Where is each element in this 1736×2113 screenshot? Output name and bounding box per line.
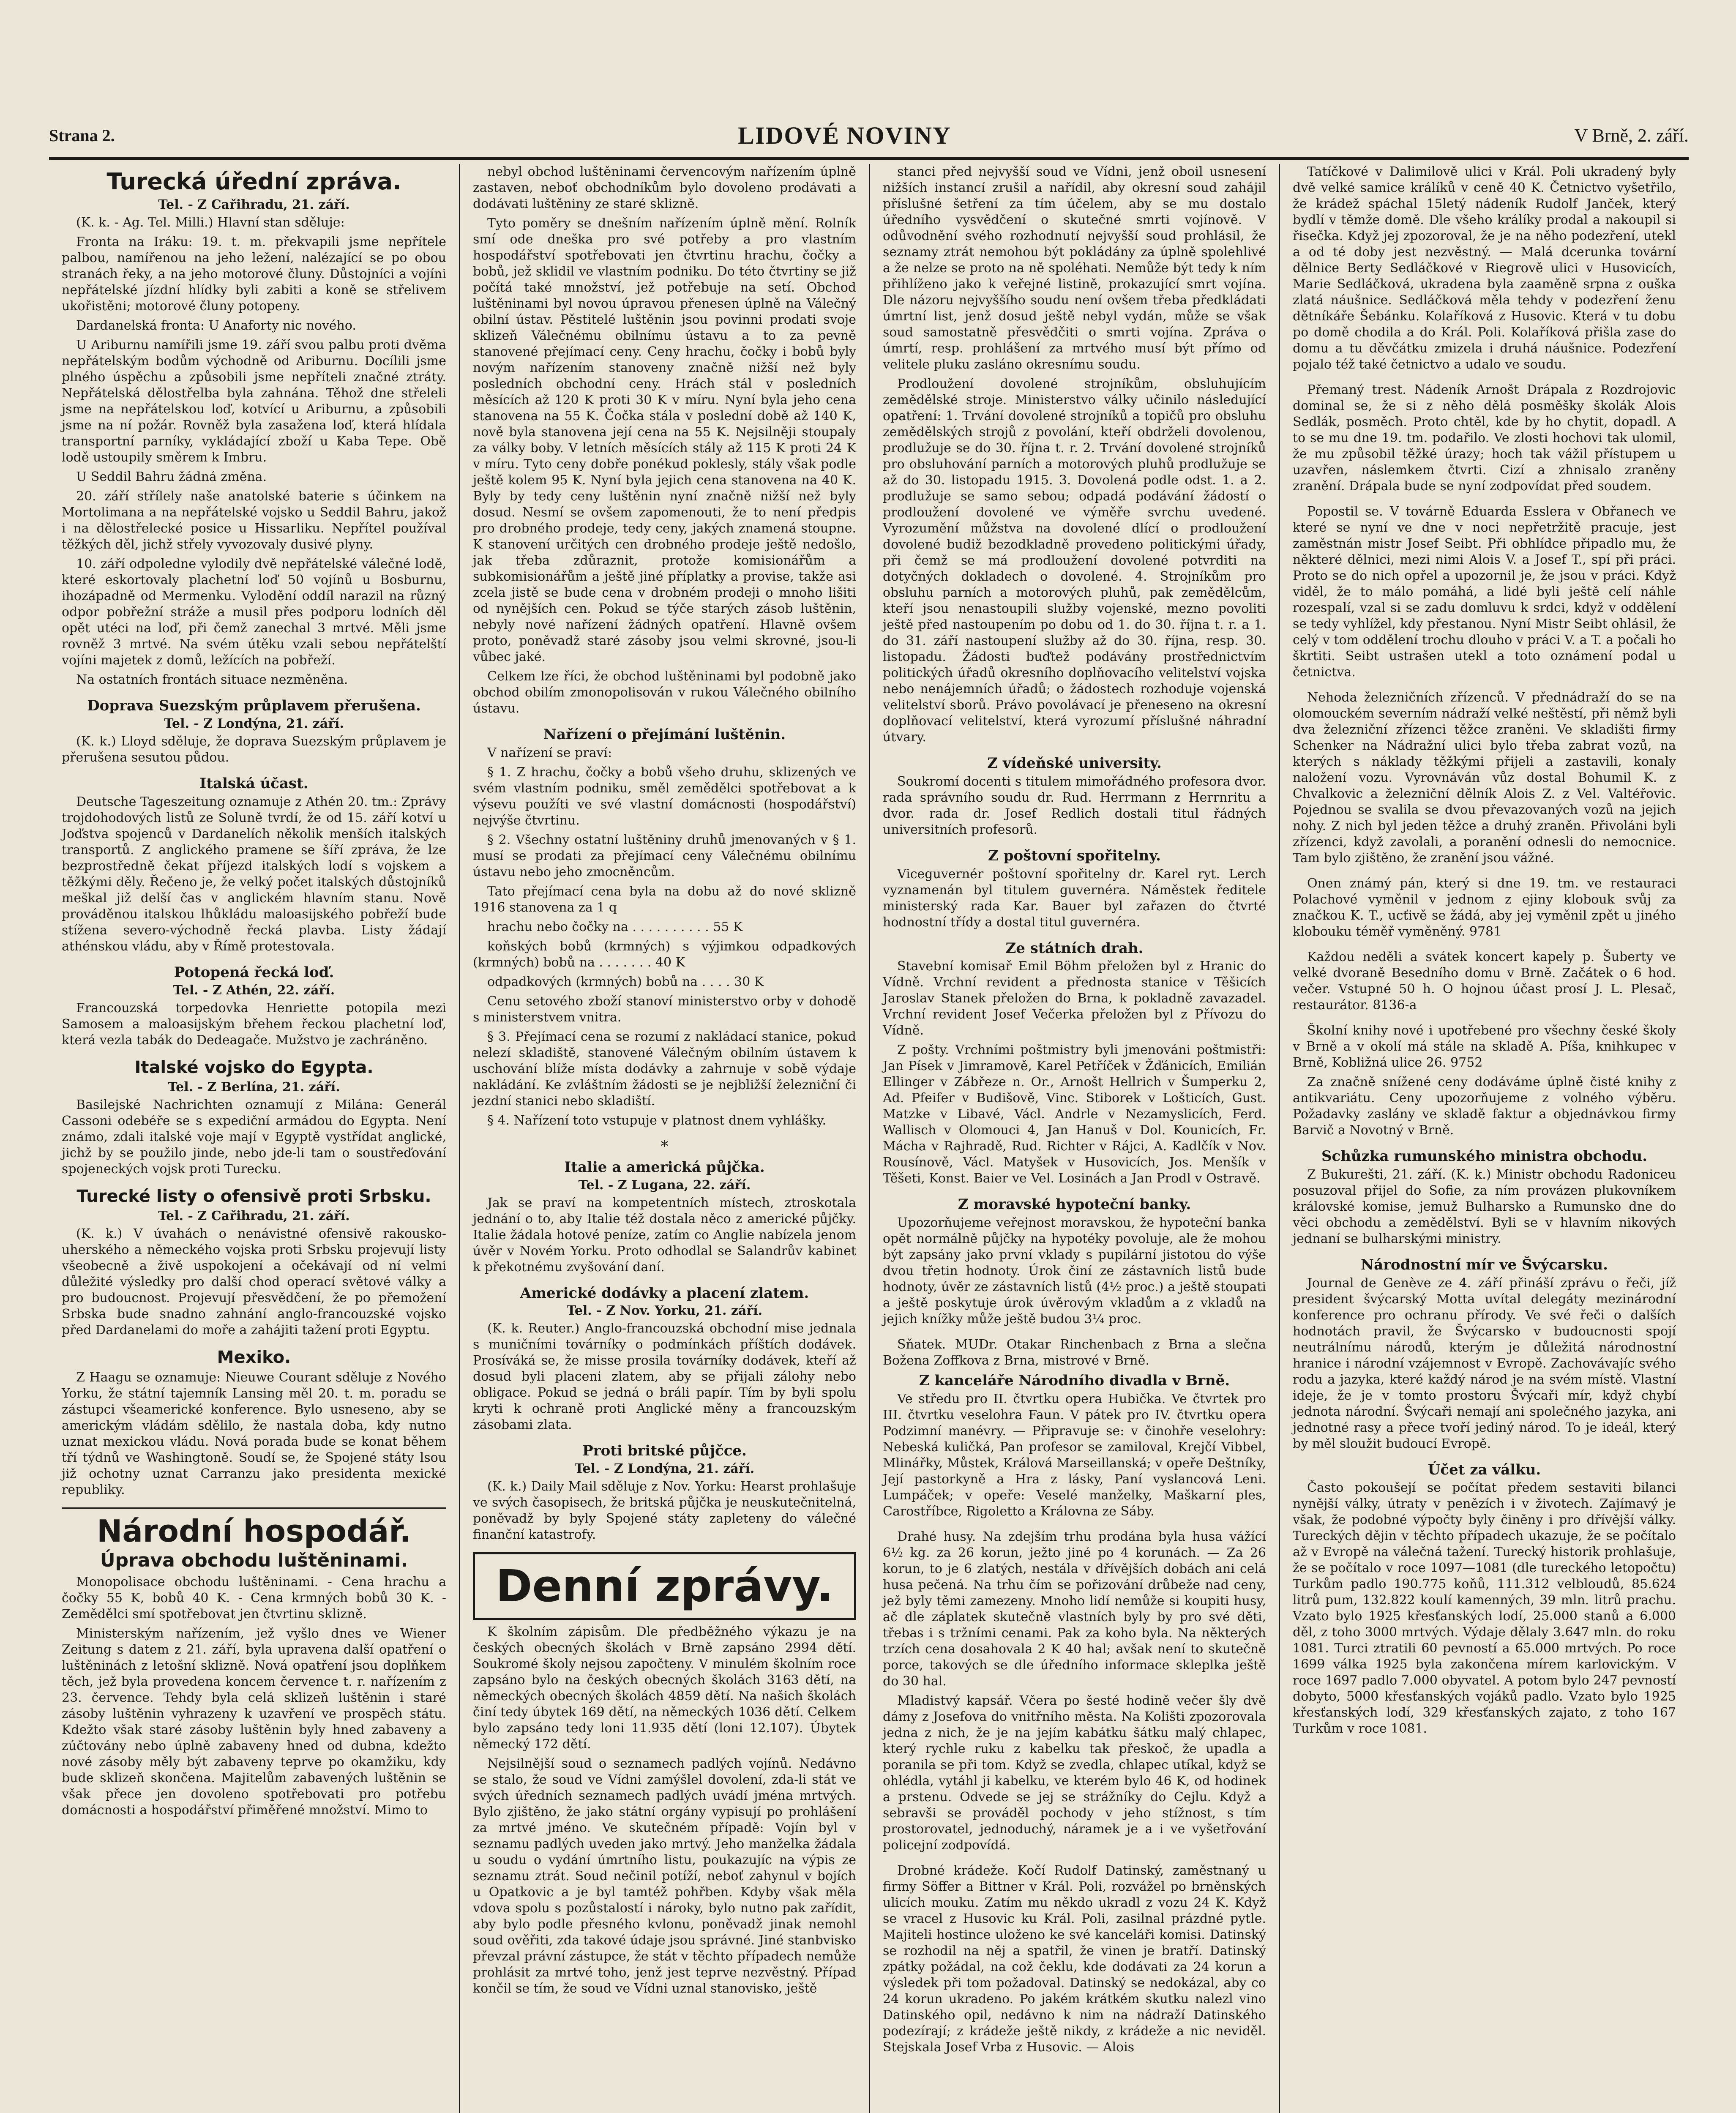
article-paragraph: Mladistvý kapsář. Včera po šesté hodině večer šly dvě dámy z Josefova do vnitřního města. Na Kolišti zpozorovala jedna z nich, že je na jejím kabátku šátku malý chlapec, který rychle ruku z kabelku tak přeskoč, že upadla a poranila se při tom. Když se zvedla, chlapec utíkal, když se ohlédla, vytáhl ji kabelku, ve kterém bylo 46 K, od hodinek a prstenu. Odvede se jej se strážníky do Cejlu. Když a sebravši se prováděl pochody v jeho stížnost, s tím prostorovatel, jednoduchý, náramek je a i ve vyšetřování policejní zodpovídá.	[883, 1693, 1266, 1853]
article-paragraph: K školním zápisům. Dle předběžného výkazu je na českých obecných školách v Brně zapsáno 2994 dětí. Soukromé školy nejsou započteny. V minulém školním roce zapsáno bylo na českých obecných školách 3163 dětí, na německých obecných školách 4859 dětí. Na našich školách činí tedy úbytek 169 dětí, na německých 1036 dětí. Celkem bylo zapsáno tedy loni 11.935 dětí (loni 12.107). Úbytek německý 172 dětí.	[473, 1624, 856, 1752]
article-greek-ship	[62, 964, 446, 1048]
article-british-loan	[473, 1442, 856, 1543]
article-turkish-papers-serbia	[62, 1187, 446, 1338]
article-paragraph: Upozorňujeme veřejnost moravskou, že hypoteční banka opět normálně půjčky na hypotéky povoluje, ale že mohou být zapsány jako první vklady s pupilární jistotou do výše dvou třetin hodnoty. Úrok činí ze zástavních listů bude hodnoty, úvěr ze zástavních listů (4½ proc.) a ještě stoupati a ještě poskytuje úrok úvěrovým vkladům a z vkladů na jejich knížky může ještě budou 3¼ proc.	[883, 1215, 1266, 1327]
article-paragraph: Cenu setového zboží stanoví ministerstvo orby v dohodě s ministerstvem vnitra.	[473, 994, 856, 1025]
article-paragraph: Tatíčkové v Dalimilově ulici v Král. Poli ukradený byly dvě velké samice králíků v ceně 40 K. Četnictvo vyšetřilo, že krádež spáchal 15letý nádeník Rudolf Janček, který bydlí v těmže domě. Dle všeho králíky prodal a nakoupil si řisečka. Když jej zpozoroval, že je na něho podezření, utekl a od té doby jest nezvěstný. — Malá dcerunka tovární dělnice Berty Sedláčkové v Riegrově ulici v Husovicích, Marie Sedláčková, ukradena byla zaaměně srpna z ouška zlatá náušnice. Sedláčková měla tehdy v podezření ženu dětníkáře Šebánku. Kolaříková z Husovic. Která v tu dobu po domě chodila a do Král. Poli. Kolaříková přišla zase do domu a tu děvčátku zmizela i druhá náušnice. Podezření pojalo též také četnictvo a udalo ve soudu.	[1293, 164, 1676, 372]
article-paragraph: Z pošty. Vrchními poštmistry byli jmenováni poštmistři: Jan Písek v Jimramově, Karel Petříček v Žďánicích, Emilián Ellinger v Zábřeze n. Or., Arnošt Hellrich v Šumperku 2, Ad. Pfeifer v Budišově, Vinc. Stiborek v Lošticích, Gust. Matzke v Libavé, Václ. Andrle v Nezamyslicích, Ferd. Wallisch v Olomouci 4, Jan Hanuš v Dol. Kounicích, Fr. Mácha v Rajhradě, Rud. Richter v Rájci, A. Kadlčík v Nov. Rousínově, Václ. Matyšek v Husovicích, Jos. Menšík v Těšeti, Konst. Baier ve Vel. Losinách a Jan Prodl v Ostravě.	[883, 1043, 1266, 1186]
article-suez	[62, 697, 446, 766]
article-title: Italské vojsko do Egypta.	[134, 1057, 374, 1077]
article-dateline: Tel. - Z Londýna, 21. září.	[164, 716, 344, 732]
article-decree	[473, 726, 856, 1129]
article-paragraph: U Ariburnu namířili jsme 19. září svou palbu proti dvěma nepřátelským bodům východně od Ariburnu. Docílili jsme plného úspěchu a způsobili jsme nepříteli značné ztráty. Nepřátelská dělostřelba byla zahnána. Těhož dne střeleli jsme na nepřátelskou loď, kotvící u Ariburnu, a způsobili jsme na ní požár. Rovněž byla zasažena loď, která hlídala transportní parníky, vykládající zboží u Kaba Tepe. Obě lodě ustoupily směrem k Imbru.	[62, 338, 446, 465]
article-title: Národnostní mír ve Švýcarsku.	[1360, 1256, 1608, 1273]
masthead-rule	[49, 157, 1689, 160]
article-paragraph: nebyl obchod luštěninami červencovým nařízením úplně zastaven, neboť obchodníkům bylo dovoleno prodávati a dodávati luštěniny ze staré sklizně.	[473, 164, 856, 211]
article-title: Ze státních drah.	[1005, 939, 1144, 957]
article-paragraph: Journal de Genève ze 4. září přináší zprávu o řeči, jíž president švýcarský Motta uvítal delegáty mezinárodní konference pro ochranu přírody. Ve své řeči o dalších hodnotách pravil, že Švýcarsko v budoucnosti spojí neutrálnímu národů, kterým je důležitá národnostní hranice i národní vzájemnost v Evropě. Zachovávajíc svého rodu a jazyka, které každý národ je na svém místě. Vlastní ideje, že je v tomto prostoru Švýcaři mír, když chybí jednota národní. Švýcaři nemají ani společného jazyka, ani jednotné rasy a přece tvoří jediný národ. To je ideál, který by měl sloužit budoucí Evropě.	[1293, 1275, 1676, 1451]
page-number: Strana 2.	[49, 126, 115, 145]
article-paragraph: § 4. Nařízení toto vstupuje v platnost dnem vyhlášky.	[487, 1113, 827, 1128]
article-title: Potopená řecká loď.	[174, 964, 334, 981]
newspaper-title: LIDOVÉ NOVINY	[738, 121, 951, 149]
article-paragraph: Jak se praví na kompetentních místech, ztroskotala jednání o to, aby Italie též dostala něco z americké půjčky. Italie žádala hotové peníze, zatím co Anglie nabízela jenom úvěr v Novém Yorku. Proto odhodlal se Salandrův kabinet k překotnému zvyšování daní.	[473, 1195, 856, 1275]
article-paragraph: (K. k. - Ag. Tel. Milli.) Hlavní stan sděluje:	[76, 215, 345, 230]
article-school-enrolment	[473, 1624, 856, 1997]
article-paragraph: (K. k.) Lloyd sděluje, že doprava Suezským průplavem je přerušena sesutou půdou.	[62, 734, 446, 765]
article-title: Z vídeňské university.	[987, 755, 1162, 772]
article-italian-share	[62, 775, 446, 955]
article-mortgage-bank	[883, 1196, 1266, 1327]
article-paragraph: Basilejské Nachrichten oznamují z Milána: Generál Cassoni odebéře se s expediční armádou do Egypta. Není známo, zdali italské voje mají v Egyptě vystřídat anglické, jichž by se použilo jinde, nebo jde-li tam o soustřeďování spojeneckých vojsk proti Turecku.	[62, 1097, 446, 1177]
article-state-railways	[883, 940, 1266, 1187]
article-subtitle: Úprava obchodu luštěninami.	[100, 1549, 408, 1571]
daily-news-banner: Denní zprávy.	[473, 1552, 856, 1620]
column-2	[459, 164, 869, 2113]
article-geese	[883, 1529, 1266, 1854]
article-mexico	[62, 1348, 446, 1498]
price-line: koňských bobů (krmných) s výjimkou odpadkových (krmných) bobů na . . . . . . . 40 K	[473, 939, 856, 970]
article-paragraph: U Seddil Bahru žádná změna.	[76, 470, 267, 485]
article-court-cont	[883, 164, 1266, 745]
article-paragraph: Dardanelská fronta: U Anaforty nic nového.	[76, 318, 356, 333]
article-title: Z moravské hypoteční banky.	[958, 1196, 1191, 1213]
article-paragraph: Přemaný trest. Nádeník Arnošt Drápala z Rozdrojovic dominal se, že si z něho dělá posměšky školák Alois Sedlák, posměch. Proto chtěl, kde by ho chytit, dopadl. A to se mu dne 19. tm. podařilo. Ve zlosti hochovi tak ulomil, že mu způsobil těžké úrazy; hoch tak vážil přístupem u uzavřen, náslemkem čtvrti. Cizí a zhnisalo zraněny zranění. Drápala bude se nyní zodpovídat před soudem.	[1293, 382, 1676, 494]
article-paragraph: 10. září odpoledne vylodily dvě nepřátelské válečné lodě, které eskortovaly plachetní loď 50 vojínů u Bosburnu, ihozápadně od Mermenku. Vylodění oddíl narazil na různý odpor pobřežní stráže a musil přes podporu lodních děl opět utéci na loď, při čemž zanechal 3 mrtvé. Měli jsme rovněž 3 mrtvé. Na svém útěku vzali sebou nepřátelští vojíni majetek z domů, ležících na pobřeží.	[62, 557, 446, 668]
column-4	[1279, 164, 1689, 2113]
article-dateline: Tel. - Z Nov. Yorku, 21. září.	[566, 1303, 763, 1319]
notice-paragraph: Každou neděli a svátek koncert kapely p. Šuberty ve velké dvoraně Besedního domu v Brně. Začátek o 6 hod. večer. Vstupné 50 h. O hojnou účast prosí J. L. Plesač, restaurátor. 8136-a	[1293, 950, 1676, 1013]
article-paragraph: Stavební komisař Emil Böhm přeložen byl z Hranic do Vídně. Vrchní revident a přednosta stanice v Těšicích Jaroslav Stanek přeložen do Brna, k pokladně zavazadel. Vrchní revident Josef Večerka přeložen byl z Přívozu do Vídně.	[883, 959, 1266, 1038]
article-paragraph: Z Haagu se oznamuje: Nieuwe Courant sděluje z Nového Yorku, že státní tajemník Lansing měl 20. t. m. poradu se zástupci všeamerické konference. Bylo usneseno, aby se americkým vládám sdělilo, že nastala doba, kdy nutno uznat mexickou vládu. Nová porada bude se konat během tří týdnů ve Washingtoně. Soudí se, že Spojené státy lsou již ochotny uznat Carranzu jako presidenta mexické republiky.	[62, 1370, 446, 1497]
article-vienna-university	[883, 755, 1266, 838]
article-dateline: Tel. - Z Athén, 22. září.	[173, 983, 335, 998]
article-factory	[1293, 504, 1676, 680]
price-line: odpadkových (krmných) bobů na . . . . 30 K	[487, 974, 764, 989]
article-paragraph: Prodloužení dovolené strojníkům, obsluhujícím zemědělské stroje. Ministerstvo války učinilo následující opatření: 1. Trvání dovolené strojníků a topičů pro obsluhu zemědělských strojů z povolání, kteří obdrželi dovolenou, prodlužuje se do 30. října t. r. 2. Trvání dovolené strojníků pro obsluhování parních a motorových pluhů prodlužuje se až do 30. listopadu 1915. 3. Dovolená podle odst. 1. a 2. prodlužuje se samo sebou; odpadá podávání žádostí o prodloužení dovolené ve výměře svrchu uvedené. Vyrozumění můžstva na dovolené dlící o prodloužení dovolené budiž bezodkladně provedeno politickými úřady, při čemž se má prodloužení dovolené potvrditi na dotyčných dokladech o dovolené. 4. Strojníkům pro obsluhu parních a motorových pluhů, pak zemědělcům, kteří jsou nenastoupili služby vojenské, mezno povoliti ještě před nastoupením po dobu od 1. do 30. října t. r. a 1. do 31. září nastoupení služby až do 30. října, resp. 30. listopadu. Žádosti buďtež podávány prostřednictvím politických úřadů okresního doplňovacího velitelství vojska nebo nenájemních úřadů; o žádostech rozhoduje vojenská velitelství sborů. Právo povolávací je přeneseno na okresní doplňovací velitelství, která vyrozumí příslušné náhradní útvary.	[883, 377, 1266, 745]
notice-paragraph: Za značně snížené ceny dodáváme úplně čisté knihy z antikvariátu. Ceny upozorňujeme z volného výběru. Požadavky zaslány ve skladě faktur a objednávkou firmy Barvič a Novotný v Brně.	[1293, 1075, 1676, 1138]
article-paragraph: § 3. Přejímací cena se rozumí z nakládací stanice, pokud nelezí skladiště, stanovené Válečným obilním ústavem k uschování blíže místa dodávky a zahrnuje v sobě výdaje nakládání. Ke zvláštním žádosti se je nejbližší železniční či jezdní stanici nebo skladiští.	[473, 1029, 856, 1108]
columns	[49, 164, 1689, 2113]
column-1	[49, 164, 459, 2113]
article-paragraph: Celkem lze říci, že obchod luštěninami byl podobně jako obchod obilím zmonopolisován v rukou Válečného obilního ústavu.	[473, 669, 856, 716]
article-title: Nařízení o přejímání luštěnin.	[543, 726, 786, 743]
article-paragraph: Monopolisace obchodu luštěninami. - Cena hrachu a čočky 55 K, bobů 40 K. - Cena krmných bobů 30 K. - Zemědělci smí spotřebovat jen čtvrtinu sklizně.	[62, 1575, 446, 1622]
article-paragraph: Nehoda železničních zřízenců. V přednádraží do se na olomouckém severním nádraží velké neštěstí, při němž byli dva železniční zřízenci těžce zraněni. Ve skladišti firmy Schenker na Nádražní ulici bylo třeba zabrat vozů, na kterých s náklady těžkými přijeli a zastavili, konaly naložení vozu. Vyrovnáván vůz dostal Bohumil K. z Chvalkovic a železniční dělník Alois Z. z Vel. Valtéřovic. Pojednou se svalila se dvou převazovaných vozů na jejich nohy. Z nich byl jeden těžce a druhý zraněn. Přivoláni byli zřízenci, když zavolali, a poranění odnesli do nemocnice. Tam bylo zjištěno, že zranění jsou vážné.	[1293, 690, 1676, 865]
article-national-theatre	[883, 1337, 1266, 1520]
article-paragraph: § 1. Z hrachu, čočky a bobů všeho druhu, sklizených ve svém vlastním podniku, směl zemědělci spotřebovat a k výsevu použíti ve své vlastní domácnosti (hospodářství) nejvýše čtvrtinu.	[473, 764, 856, 828]
article-paragraph: Nejsilnější soud o seznamech padlých vojínů. Nedávno se stalo, že soud ve Vídni zamýšlel dovolení, zda-li stát ve svých úředních seznamech padlých uvádí jména mrtvých. Bylo zjištěno, že jako státní orgány vypisují po prohlášení za mrtvé jméno. Ve skutečném případě: Vojín byl v seznamu padlých uveden jako mrtvý. Jeho manželka žádala u soudu o vydání úmrtního listu, poukazujíc na výpis ze seznamu ztrát. Soud nečinil potíží, neboť zahynul v bojích u Opatkovic a je byl tamtéž pohřben. Kdyby však měla vdova spolu s pozůstalostí i nároky, bylo nutno pak zařídit, aby bylo podle přesného kvlonu, poněvadž jinak nemohl soud ověřiti, zda takové údaje jsou správné. Jiné stanbvisko převzal právní zástupce, že stát v těchto případech nemůže prohlásit za mrtvé toho, jenž jest teprve nezvěstný. Případ končil se tím, že soud ve Vídni uznal stanovisko, ještě	[473, 1756, 856, 1996]
article-italy-loan	[473, 1159, 856, 1275]
article-paragraph: stanci před nejvyšší soud ve Vídni, jenž oboil usnesení nižších instancí zrušil a nařídil, aby okresní soud zahájil příslušné šetření za tím účelem, aby se mu dostalo úředního vysvědčení o skutečné smrti vojínově. V odůvodnění svého rozhodnutí nejvyšší soud prohlásil, že seznamy ztrát nemohou být pokládány za úplně spolehlivé a že nelze se proto na ně spoléhati. Nemůže být tedy k ním přihlíženo jako k veřejné listině, prokazující smrt vojína. Dle názoru nejvyššího soudu není ovšem třeba předkládati úmrtní list, jenž dosud ještě nebyl vydán, může se však soud samostatně přesvědčiti o smrti vojína. Zpráva o úmrtí, resp. prohlášení za mrtvého musí být přímo od velitele pluku zasláno okresnímu soudu.	[883, 164, 1266, 372]
article-paragraph: Soukromí docenti s titulem mimořádného profesora dvor. rada správního soudu dr. Rud. Herrmann z Herrnritu a dvor. rada dr. Josef Redlich dostali titul řádných universitních profesorů.	[883, 774, 1266, 837]
article-dateline: Tel. - Z Berlína, 21. září.	[168, 1079, 340, 1095]
article-petty-theft	[883, 1863, 1266, 2056]
masthead-dateline: V Brně, 2. září.	[1574, 125, 1689, 146]
article-paragraph: Tyto poměry se dnešním nařízením úplně mění. Rolník smí ode dneška pro své potřeby a pro vlastním hospodářství spotřebovati jen čtvrtinu hrachu, čočky a bobů, jež sklidil ve vlastním podniku. Do této čtvrtiny se již počítá také množství, jež potřebuje na setí. Obchod luštěninami byl novou úpravou přenesen úplně na Válečný obilní ústav. Pěstitelé luštěnin jsou povinni prodati svoje sklizeň Válečnému obilnímu ústavu a to za pevně stanovené přejímací ceny. Ceny hrachu, čočky i bobů byly novým nařízením stanoveny značně nižší než byly posledních obchodní ceny. Hrách stál v posledních měsících až 120 K proti 30 K v míru. Nyní byla jeho cena stanovena na 55 K. Čočka stála v poslední době až 140 K, nově byla stanovena její cena na 55 K. Nejsilněji stoupaly za války boby. V letních měsících stály až 115 K proti 24 K v míru. Tyto ceny dobře ponékud poklesly, stály však podle ještě kolem 95 K. Nyní byla jejich cena stanovena na 40 K. Byly by tedy ceny luštěnin nyní značně nižší než byly dosud. Nesmí se ovšem zapomenouti, že to není předpis pro drobného prodeje, tedy ceny, jakých znamená stoupne. K stanovení určitých cen drobného prodeje ještě nedošlo, jak třeba zdůraznit, protože komisionářům a subkomisionářům a ještě jiné příplatky a provise, takže asi zcela jistě se bude cena v drobném prodeji o mnoho lišiti od nynějších cen. Pokud se týče starých zásob luštěnin, nebyly nové nařízení žádných opatření. Hlavně ovšem proto, poněvadž staré zásoby jsou velmi skrovné, jsou-li vůbec jaké.	[473, 216, 856, 664]
article-economy-cont	[473, 164, 856, 717]
article-paragraph: (K. k. Reuter.) Anglo-francouzská obchodní mise jednala s muničními továrníky o podmínkách příštích dodávek. Prosíváká se, že misse prosila továrníky dodávek, kteří až dosud byli placeni zlatem, aby se přijali zálohy nebo obligace. Pokud se jedná o bráli papír. Tím by byli spolu kryti k ochraně proti Anglické měny a francouzským zásobami zlata.	[473, 1321, 856, 1433]
article-paragraph: Popostil se. V továrně Eduarda Esslera v Obřanech ve které se nyní ve dne v noci nepřetržitě pracuje, jest zaměstnán mistr Josef Seibt. Při obhlídce připadlo mu, že některé dělnici, mezi nimi Alois V. a Josef T., spí při práci. Proto se do nich opřel a upozornil je, že jsou v práci. Když viděl, že to málo pomáhá, a lidé byli ještě celí náhle rozespalí, vzal si se zadu domluvu k srdci, když v oddělení se tedy vyhlížel, kdy přestanou. Nyní Mistr Seibt ohlásil, že celý v tom oddělení trochu dlouho v práci V. a T. a počali ho škrtiti. Seibt ustrašen utekl a toto oznámení podal u četnictva.	[1293, 504, 1676, 680]
section-rule	[62, 1507, 446, 1509]
article-paragraph: (K. k.) V úvahách o nenávistné ofensivě rakousko-uherského a německého vojska proti Srbsku projevují listy všeobecně a živě uspokojení a očekávají od ní velmi důležité výsledky pro další chod operací světové války a pro budoucnost. Projevují přesvědčení, že po přemožení Srbska bude snadno zahnání anglo-francouzské vojsko před Dardanelami do moře a zahájiti tažení proti Egyptu.	[62, 1226, 446, 1338]
masthead	[49, 114, 1689, 156]
article-paragraph: § 2. Všechny ostatní luštěniny druhů jmenovaných v § 1. musí se prodati za přejímací ceny Válečnému obilnímu ústavu nebo jeho zmocněncům.	[473, 832, 856, 879]
separator-star: *	[661, 1138, 669, 1155]
section-title: Národní hospodář.	[97, 1513, 411, 1549]
article-paragraph: V nařízení se praví:	[487, 745, 612, 760]
notice-paragraph: Onen známý pán, který si dne 19. tm. ve restauraci Polachové vyměnil v jednom z ejiny klobouk svůj za značkou K. T., ucťivě se žádá, aby jej vyměnil zpět u jiného klobouku téměř vyměněný. 9781	[1293, 876, 1676, 939]
article-italian-army-egypt	[62, 1058, 446, 1177]
notice-hat-exchange	[1293, 876, 1676, 940]
article-title: Proti britské půjčce.	[582, 1442, 747, 1460]
article-title: Italská účast.	[199, 775, 308, 792]
article-title: Turecká úřední zpráva.	[106, 168, 401, 195]
article-paragraph: Viceguvernér poštovní spořitelny dr. Karel ryt. Lerch vyznamenán byl titulem guvernéra. Náměstek ředitele ministerský rada Kar. Bauer byl zařazen do čtvrté hodnostní třídy a dostal titul guvernéra.	[883, 866, 1266, 930]
article-title: Z poštovní spořitelny.	[988, 847, 1161, 864]
article-title: Účet za válku.	[1428, 1461, 1541, 1478]
article-swiss-peace	[1293, 1256, 1676, 1452]
article-paragraph: Ve středu pro II. čtvrtku opera Hubička. Ve čtvrtek pro III. čtvrtku veselohra Faun. V pátek pro IV. čtvrtku opera Podzimní manévry. — Připravuje se: v činohře veselohry: Nebeská kuličká, Pan profesor se zamiloval, Krejčí Vibbel, Mlinářky, Můstek, Králová Marseillanská; v opeře Deštníky, Její pastorkyně a Hra z lásky, Paní vyslancová Leni. Lumpáček; v opeře: Veselé manželky, Maškarní ples, Carostříbce, Rigoletto a Královna ze Sáby.	[883, 1391, 1266, 1519]
article-title: Turecké listy o ofensivě proti Srbsku.	[76, 1186, 431, 1206]
article-economy	[62, 1515, 446, 1819]
article-paragraph: Drobné krádeže. Kočí Rudolf Datinský, zaměstnaný u firmy Söffer a Bittner v Král. Poli, rozvážel po brněnských ulicích mouku. Zatím mu někdo ukradl z vozu 24 K. Když se vracel z Husovic ku Král. Poli, zasilnal prázdné pytle. Majiteli hostince uloženo ke své kanceláři komisi. Datinský se rozhodil na něj a spatřil, že vinen je bratří. Datinský zpátky požádal, na což čeklu, kde dodávati za 24 korun a výsledek při tom požadoval. Datinský se nedokázal, aby co 24 korun ukradeno. Po jakém krátkém skutku nalezl vino Datinského opil, nedávno k nim na nádraží Datinského podezírají; z krádeže ještě nikdy, z krádeže a nic neviděl. Stejskala Josef Vrba z Husovic. — Alois	[883, 1863, 1266, 2055]
article-dateline: Tel. - Z Cařihradu, 21. září.	[158, 1208, 350, 1223]
article-dateline: Tel. - Z Londýna, 21. září.	[574, 1461, 755, 1477]
article-paragraph: Na ostatních frontách situace nezměněna.	[76, 672, 348, 688]
article-title: Americké dodávky a placení zlatem.	[520, 1284, 809, 1302]
article-paragraph: Francouzská torpedovka Henriette potopila mezi Samosem a maloasijským břehem řeckou plachetní loď, která vezla tabák do Dedeagače. Mužstvo je zachráněno.	[62, 1000, 446, 1048]
notice-school-books	[1293, 1023, 1676, 1138]
article-turkish-report	[62, 169, 446, 688]
article-paragraph: Sňatek. MUDr. Otakar Rinchenbach z Brna a slečna Božena Zoffkova z Brna, mistrové v Brně.	[883, 1337, 1266, 1368]
article-paragraph: Fronta na Iráku: 19. t. m. překvapili jsme nepřítele palbou, namířenou na jeho ležení, nalézající se po obou stranách řeky, a na jeho motorové čluny. Důstojníci a vojíni nepřátelské jízdní hlídky byli zabiti a koně se střelivem ukořistěni; motorové čluny potopeny.	[62, 235, 446, 314]
article-romanian-minister	[1293, 1148, 1676, 1247]
article-punishment	[1293, 382, 1676, 494]
article-title: Schůzka rumunského ministra obchodu.	[1321, 1148, 1648, 1165]
article-title: Doprava Suezským průplavem přerušena.	[87, 697, 421, 715]
notice-paragraph: Školní knihy nové i upotřebené pro všechny české školy v Brně a v okolí má stále na skladě A. Píša, knihkupec v Brně, Kobližná ulice 26. 9752	[1293, 1023, 1676, 1070]
article-paragraph: Ministerským nařízením, jež vyšlo dnes ve Wiener Zeitung s datem z 21. září, byla upravena další opatření o luštěninách z letošní sklizně. Nová opatření jsou doplňkem těch, jež byla provedena koncem července t. r. nařízením z 23. července. Tehdy byla celá sklizeň luštěnin i staré zásoby luštěnin vyhrazeny k uzavření ve prospěch státu. Kdežto však staré zásoby luštěnin byly hned zabaveny a zúčtovány nebo úplně zabaveny hned od dubna, kdežto nové zásoby měly být zabaveny teprve po okamžiku, kdy bude sklizeň skončena. Majitelům zabavených luštěnin se však přece jen dovoleno spotřebovati pro potřebu domácnosti a hospodářství přiměřené množství. Mimo to	[62, 1626, 446, 1818]
article-paragraph: Často pokoušejí se počítat předem sestaviti bilanci nynější války, útraty v penězích i v životech. Zajímavý je však, že podobné výpočty byly činěny i pro dřívější války. Tureckých dějin v těchto případech ukazuje, že se počítalo až v Evropě na válečná tažení. Turecký historik prohlašuje, že se počítalo v roce 1097—1081 (dle tureckého letopočtu) Turkům padlo 190.775 koňů, 111.312 velbloudů, 85.624 litrů pum, 132.822 koulí kamenných, 39 mln. litrů prachu. Vzato bylo 1925 křesťanských lodí, 25.000 stanů a 6.000 děl, z toho 3000 mrtvých. Výdaje dělaly 3.647 mln. do roku 1081. Turci ztratili 60 pevností a 65.000 mrtvých. Po roce 1699 válka 1925 byla zakončena mírem karlovickým. V roce 1697 padlo 7.000 obyvatel. A potom bylo 247 pevností dobyto, 5000 křesťanských vojáků padlo. Vzato bylo 1925 křesťanských lodí, 329 křesťanských zajato, z toho 167 Turkům v roce 1081.	[1293, 1480, 1676, 1736]
article-postal-savings	[883, 847, 1266, 931]
article-paragraph: Z Bukurešti, 21. září. (K. k.) Ministr obchodu Radoniceu posuzoval přijel do Sofie, za ním provázen plukovníkem královské komise, jemuž Bulharsko a Rumunsko dne do věci obchodu a zemědělství. Byli se v hlavním nikových jednaní se bulharskými ministry.	[1293, 1167, 1676, 1246]
article-paragraph: (K. k.) Daily Mail sděluje z Nov. Yorku: Hearst prohlašuje ve svých časopisech, že britská půjčka je neuskutečnitelná, poněvadž by byly Spojené státy zapleteny do válečné finanční katastrofy.	[473, 1479, 856, 1542]
article-title: Mexiko.	[217, 1347, 291, 1367]
article-theft-cont	[1293, 164, 1676, 373]
article-paragraph: Drahé husy. Na zdejším trhu prodána byla husa vážící 6½ kg. za 26 korun, ježto jiné po 4 korunách. — Za 26 korun, to je 6 zlatých, nestála v dřívějších dobách ani celá husa pečená. Na trhu čím se pořizování drůbeže nad ceny, jež byly těmi zamezeny. Mnoho lidí nemůže si koupiti husy, ač dle záplatek skutečně vlastních byly by pro své děti, třebas i s tržními cenami. Pak za koho byla. Na některých trzích cena dosahovala 2 K 40 hal; avšak není to skutečně porce, takových se dle úředního informace skleplka ještě do 30 hal.	[883, 1529, 1266, 1689]
article-dateline: Tel. - Z Lugana, 22. září.	[578, 1177, 751, 1193]
price-line: hrachu nebo čočky na . . . . . . . . . . 55 K	[487, 919, 743, 934]
notice-concert	[1293, 949, 1676, 1013]
article-title: Z kanceláře Národního divadla v Brně.	[919, 1372, 1230, 1390]
article-american-deliveries	[473, 1285, 856, 1433]
article-title: Italie a americká půjčka.	[564, 1158, 765, 1176]
article-paragraph: Tato přejímací cena byla na dobu až do nové sklizně 1916 stanovena za 1 q	[473, 884, 856, 915]
article-paragraph: 20. září střílely naše anatolské baterie s účinkem na Mortolimana a na nepřátelské vojsko u Seddil Bahru, jakož i na dělostřelecké posice u Hissarliku. Nepřítel používal těžkých děl, jichž střely vyvozovaly dusivé plyny.	[62, 489, 446, 552]
article-railway-accident	[1293, 690, 1676, 866]
article-war-bill	[1293, 1461, 1676, 1737]
column-3	[869, 164, 1279, 2113]
article-dateline: Tel. - Z Cařihradu, 21. září.	[158, 197, 350, 213]
article-paragraph: Deutsche Tageszeitung oznamuje z Athén 20. tm.: Zprávy trojdohodových listů ze Soluně tvrdí, že od 15. září kotví u Joďstva spojenců v Dardanelích několik menších italských transportů. Z anglického pramene se šíří zpráva, že lze bezprostředně čekat příjezd italských lodí s vojskem a těžkými děly. Řečeno je, že velký počet italských důstojníků meškal již delší čas v anglickém hlavním stanu. Nově prováděnou italskou lhůkládu maloasijského pobřeží bude stížena severo-východně řecká plavba. Listy žádají athénskou vládu, aby v Římě protestovala.	[62, 794, 446, 954]
